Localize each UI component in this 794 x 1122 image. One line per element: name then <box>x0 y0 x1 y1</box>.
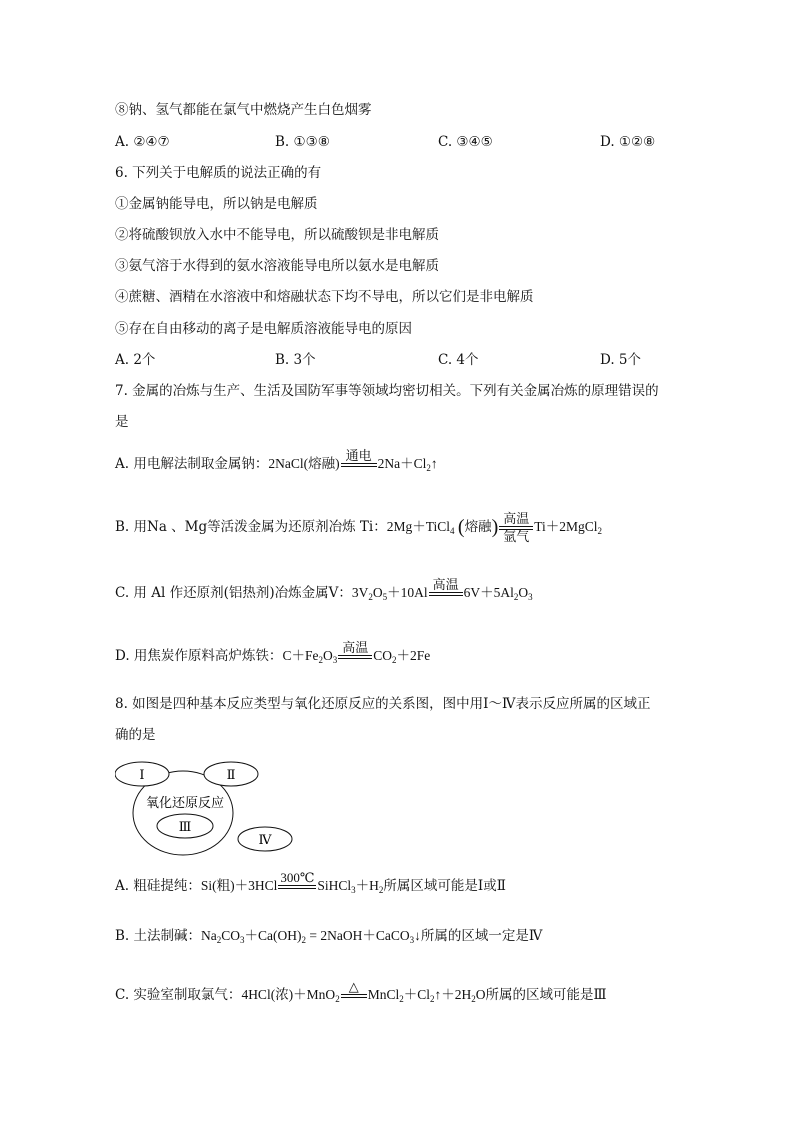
q5-item-8: ⑧钠、氢气都能在氯气中燃烧产生白色烟雾 <box>115 102 372 118</box>
q8-option-c-label: C. 实验室制取氯气： <box>115 987 242 1004</box>
q7-option-b-condition-bottom: 氩气 <box>503 529 530 544</box>
q6-item-4: ④蔗糖、酒精在水溶液中和熔融状态下均不导电，所以它们是非电解质 <box>115 289 534 305</box>
q7-option-d-equation: $C+Fe_2O_3$ 高温 $CO_2+2Fe$ <box>282 640 431 666</box>
region-ii-label: Ⅱ <box>226 768 236 783</box>
q8-stem-line-1: 8. 如图是四种基本反应类型与氧化还原反应的关系图，图中用Ⅰ～Ⅳ表示反应所属的区域正 <box>115 696 651 712</box>
q6-item-3: ③氨气溶于水得到的氨水溶液能导电所以氨水是电解质 <box>115 258 439 274</box>
q7-option-d-label: D. 用焦炭作原料高炉炼铁： <box>115 648 283 665</box>
region-i-label: Ⅰ <box>139 768 145 783</box>
redox-relation-diagram <box>115 758 305 858</box>
q8-option-a-label: A. 粗硅提纯： <box>115 878 201 895</box>
q6-item-5: ⑤存在自由移动的离子是电解质溶液能导电的原因 <box>115 321 412 337</box>
redox-label: 氧化还原反应 <box>145 796 225 811</box>
q5-option-d: D. ①②⑧ <box>600 134 656 150</box>
q8-option-b <box>115 927 542 949</box>
q5-option-b: B. ①③⑧ <box>275 134 330 150</box>
q7-stem-line-2: 是 <box>115 414 129 430</box>
q8-option-b-label: B. 土法制碱： <box>115 928 202 944</box>
q7-option-b-label: B. 用Na 、Mg等活泼金属为还原剂冶炼 Ti： <box>115 519 387 536</box>
q7-option-b <box>115 512 602 544</box>
q6-item-2: ②将硫酸钡放入水中不能导电，所以硫酸钡是非电解质 <box>115 227 439 243</box>
q8-option-b-tail: 所属的区域一定是Ⅳ <box>420 928 543 944</box>
q7-option-c-equation: $3V_2O_5+10Al$ 高温 $6V+5Al_2O_3$ <box>351 577 533 603</box>
q5-option-c: C. ③④⑤ <box>438 134 493 150</box>
q6-item-1: ①金属钠能导电，所以钠是电解质 <box>115 196 318 212</box>
q7-option-a-label: A. 用电解法制取金属钠： <box>115 456 269 473</box>
q7-option-a-equation: 2NaCl(熔融) 通电 $2Na+Cl_2↑$ <box>268 448 438 474</box>
q8-option-a <box>115 871 506 903</box>
q8-option-c-equation: 4HCl(浓)＋MnO$_2$ △ $MnCl_2+Cl_2↑+2H_2O$ <box>241 979 486 1005</box>
q7-option-b-condition-top: 高温 <box>503 511 530 526</box>
q6-option-b: B. 3个 <box>275 352 316 368</box>
q8-option-a-tail: 所属区域可能是Ⅰ或Ⅱ <box>383 878 506 895</box>
q7-option-b-equation: 2Mg＋TiCl$_4$ (熔融) 高温 氩气 Ti＋2MgCl$_2$ <box>386 511 603 544</box>
q7-option-d <box>115 641 430 673</box>
q7-option-c <box>115 578 533 610</box>
q8-option-c <box>115 980 607 1012</box>
q7-stem-line-1: 7. 金属的冶炼与生产、生活及国防军事等领域均密切相关。下列有关金属冶炼的原理错误的 <box>115 383 659 399</box>
region-iv-label: Ⅳ <box>258 833 272 848</box>
q8-option-a-condition: 300℃ <box>280 870 315 885</box>
q6-option-a: A. 2个 <box>115 352 156 368</box>
q7-option-c-label: C. 用 Al 作还原剂(铝热剂)冶炼金属V： <box>115 585 352 602</box>
q8-stem-line-2: 确的是 <box>115 727 156 743</box>
q7-option-a-condition: 通电 <box>345 448 372 463</box>
q6-stem: 6. 下列关于电解质的说法正确的有 <box>115 165 322 181</box>
q6-option-d: D. 5个 <box>600 352 642 368</box>
q8-option-c-condition: △ <box>348 979 359 994</box>
q7-option-d-condition: 高温 <box>342 640 369 655</box>
q7-option-a <box>115 449 438 481</box>
q5-option-a: A. ②④⑦ <box>115 134 170 150</box>
q8-option-b-equation: $Na_2CO_3+Ca(OH)_2$ = 2NaOH＋CaCO$_3$↓ <box>201 928 421 945</box>
q8-option-c-tail: 所属的区域可能是Ⅲ <box>485 987 607 1004</box>
q6-option-c: C. 4个 <box>438 352 479 368</box>
region-iii-label: Ⅲ <box>178 820 192 835</box>
q7-option-c-condition: 高温 <box>432 577 459 592</box>
q8-option-a-equation: Si(粗)＋3HCl 300℃ $SiHCl_3+H_2$ <box>200 870 384 896</box>
